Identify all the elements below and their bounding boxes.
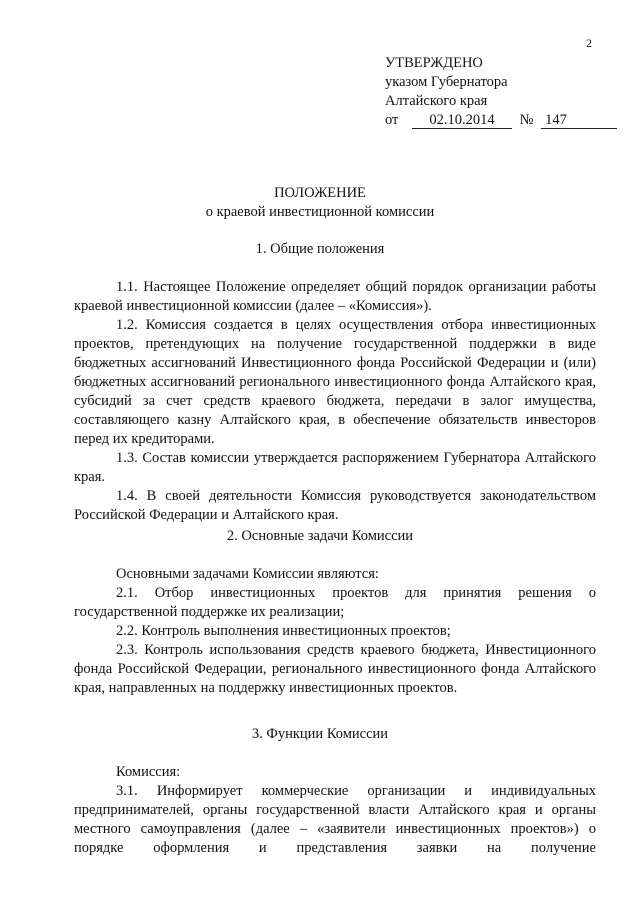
paragraph-1-1: 1.1. Настоящее Положение определяет общий порядок организации работы краевой инвестиционной комиссии (далее – «Комиссия»). <box>74 279 596 314</box>
section-2-body <box>74 565 596 698</box>
section-1-body <box>74 278 596 525</box>
approval-block <box>385 54 617 130</box>
title-sub: о краевой инвестиционной комиссии <box>205 204 435 220</box>
section-1-heading: 1. Общие положения <box>255 241 385 257</box>
approval-date: 02.10.2014 <box>412 112 512 129</box>
section-2-heading: 2. Основные задачи Комиссии <box>226 528 414 544</box>
paragraph-1-2: 1.2. Комиссия создается в целях осуществления отбора инвестиционных проектов, претендующих на получение государственной поддержки в виде бюджетных ассигнований Инвестиционного фонда Российской Федерации и (или) бюджетных ассигнований регионального инвестиционного фонда Алтайского края, субсидий за счет средств краевого бюджета, передачи в залог имущества, составляющего казну Алтайского края, в обеспечение обязательств инвесторов перед их кредиторами. <box>74 317 596 447</box>
approval-date-line <box>385 111 617 130</box>
approval-number: 147 <box>541 112 617 129</box>
date-prefix: от <box>385 112 399 128</box>
approval-issuer: указом Губернатора <box>385 74 508 90</box>
document-title <box>0 184 640 222</box>
paragraph-2-1: 2.1. Отбор инвестиционных проектов для принятия решения о государственной поддержке их реализации; <box>74 585 596 620</box>
section-3-body <box>74 763 596 858</box>
paragraph-3-1: 3.1. Информирует коммерческие организации и индивидуальных предпринимателей, органы государственной власти Алтайского края и органы местного самоуправления (далее – «заявители инвестиционных проектов») о порядке оформления и представления заявки на получение <box>74 783 596 856</box>
section-2-intro: Основными задачами Комиссии являются: <box>116 566 379 582</box>
paragraph-1-4: 1.4. В своей деятельности Комиссия руководствуется законодательством Российской Федерации и Алтайского края. <box>74 488 596 523</box>
paragraph-2-3: 2.3. Контроль использования средств краевого бюджета, Инвестиционного фонда Российской Федерации, регионального инвестиционного фонда Алтайского края, направленных на поддержку инвестиционных проектов. <box>74 642 596 696</box>
title-main: ПОЛОЖЕНИЕ <box>274 185 366 201</box>
paragraph-2-2: 2.2. Контроль выполнения инвестиционных проектов; <box>116 623 451 639</box>
section-3-heading: 3. Функции Комиссии <box>251 726 389 742</box>
approval-region: Алтайского края <box>385 93 488 109</box>
paragraph-1-3: 1.3. Состав комиссии утверждается распоряжением Губернатора Алтайского края. <box>74 450 596 485</box>
number-sign: № <box>519 112 534 128</box>
page-number: 2 <box>586 36 592 50</box>
section-3-intro: Комиссия: <box>116 764 181 780</box>
approval-title: УТВЕРЖДЕНО <box>385 55 483 71</box>
